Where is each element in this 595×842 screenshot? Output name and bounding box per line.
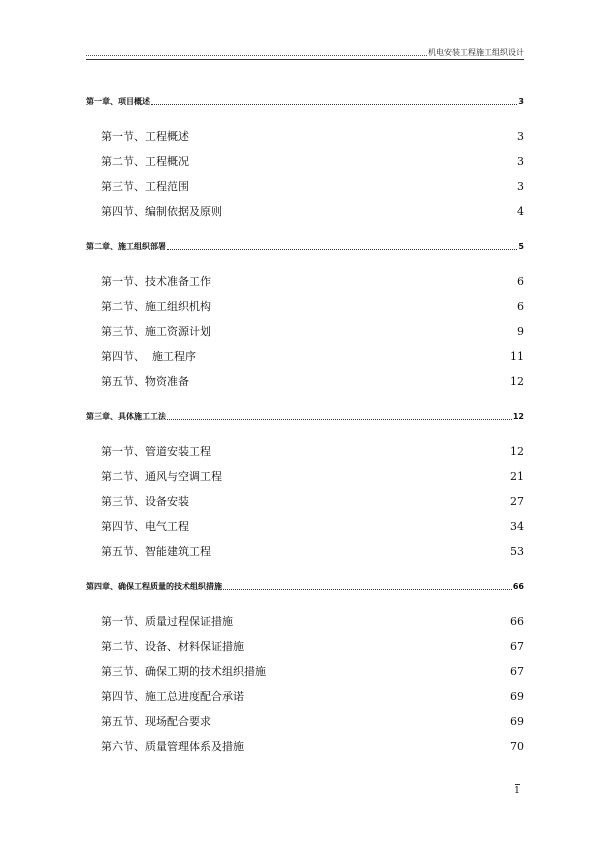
toc-section[interactable] [86, 124, 524, 149]
section-page: 4 [517, 205, 524, 218]
section-title: 第四节、编制依据及原则 [101, 205, 222, 218]
header-title: 机电安装工程施工组织设计 [428, 48, 524, 57]
toc-section[interactable] [86, 149, 524, 174]
section-page: 21 [510, 470, 524, 483]
section-title: 第四节、电气工程 [101, 520, 189, 533]
toc-section[interactable] [86, 609, 524, 634]
toc-section[interactable] [86, 369, 524, 394]
chapter-page: 12 [512, 412, 524, 421]
section-title: 第三节、工程范围 [101, 180, 189, 193]
section-title: 第三节、确保工期的技术组织措施 [101, 665, 266, 678]
chapter-1-sections [86, 124, 524, 224]
section-page: 67 [510, 665, 524, 678]
chapter-title: 第三章、具体施工工法 [86, 412, 166, 421]
section-page: 12 [510, 375, 524, 388]
table-of-contents [86, 96, 524, 776]
section-page: 12 [510, 445, 524, 458]
chapter-2-sections [86, 269, 524, 394]
section-page: 69 [510, 690, 524, 703]
toc-section[interactable] [86, 634, 524, 659]
toc-section[interactable] [86, 319, 524, 344]
section-page: 3 [517, 155, 524, 168]
toc-chapter-2[interactable] [86, 241, 524, 253]
toc-chapter-1[interactable] [86, 96, 524, 108]
chapter-page: 3 [518, 97, 524, 106]
toc-section[interactable] [86, 659, 524, 684]
section-page: 6 [517, 275, 524, 288]
section-title: 第六节、质量管理体系及措施 [101, 740, 244, 753]
section-title: 第三节、设备安装 [101, 495, 189, 508]
chapter-3-sections [86, 439, 524, 564]
section-page: 69 [510, 715, 524, 728]
dot-leader [151, 104, 517, 105]
chapter-page: 5 [518, 242, 524, 251]
toc-section[interactable] [86, 439, 524, 464]
section-page: 67 [510, 640, 524, 653]
toc-section[interactable] [86, 294, 524, 319]
footer-mark [515, 784, 520, 785]
section-page: 53 [510, 545, 524, 558]
section-page: 6 [517, 300, 524, 313]
section-title: 第五节、智能建筑工程 [101, 545, 211, 558]
toc-section[interactable] [86, 514, 524, 539]
running-header [86, 44, 524, 58]
toc-section[interactable] [86, 269, 524, 294]
toc-section[interactable] [86, 489, 524, 514]
toc-section[interactable] [86, 344, 524, 369]
section-title: 第四节、施工总进度配合承诺 [101, 690, 244, 703]
chapter-4-sections [86, 609, 524, 759]
chapter-title: 第二章、施工组织部署 [86, 242, 166, 251]
section-page: 27 [510, 495, 524, 508]
toc-chapter-4[interactable] [86, 581, 524, 593]
toc-section[interactable] [86, 199, 524, 224]
footer-page-number: 1 [514, 786, 520, 796]
section-title: 第五节、现场配合要求 [101, 715, 211, 728]
section-page: 34 [510, 520, 524, 533]
header-rule [86, 59, 524, 60]
section-title: 第四节、 施工程序 [101, 350, 196, 363]
section-title: 第二节、通风与空调工程 [101, 470, 222, 483]
chapter-title: 第四章、确保工程质量的技术组织措施 [86, 582, 222, 591]
section-title: 第一节、质量过程保证措施 [101, 615, 233, 628]
toc-section[interactable] [86, 464, 524, 489]
section-title: 第一节、管道安装工程 [101, 445, 211, 458]
section-page: 11 [510, 350, 524, 363]
section-page: 3 [517, 180, 524, 193]
section-title: 第二节、设备、材料保证措施 [101, 640, 244, 653]
toc-section[interactable] [86, 734, 524, 759]
section-page: 3 [517, 130, 524, 143]
section-page: 70 [510, 740, 524, 753]
toc-section[interactable] [86, 684, 524, 709]
section-title: 第一节、技术准备工作 [101, 275, 211, 288]
section-title: 第一节、工程概述 [101, 130, 189, 143]
section-title: 第三节、施工资源计划 [101, 325, 211, 338]
toc-section[interactable] [86, 539, 524, 564]
dot-leader [223, 589, 512, 590]
section-title: 第二节、工程概况 [101, 155, 189, 168]
toc-section[interactable] [86, 174, 524, 199]
chapter-page: 66 [512, 582, 524, 591]
toc-chapter-3[interactable] [86, 411, 524, 423]
section-title: 第五节、物资准备 [101, 375, 189, 388]
section-page: 66 [510, 615, 524, 628]
dot-leader [167, 249, 517, 250]
section-title: 第二节、施工组织机构 [101, 300, 211, 313]
section-page: 9 [517, 325, 524, 338]
dot-leader [167, 419, 512, 420]
header-dot-leader [86, 55, 427, 56]
toc-section[interactable] [86, 709, 524, 734]
chapter-title: 第一章、项目概述 [86, 97, 150, 106]
